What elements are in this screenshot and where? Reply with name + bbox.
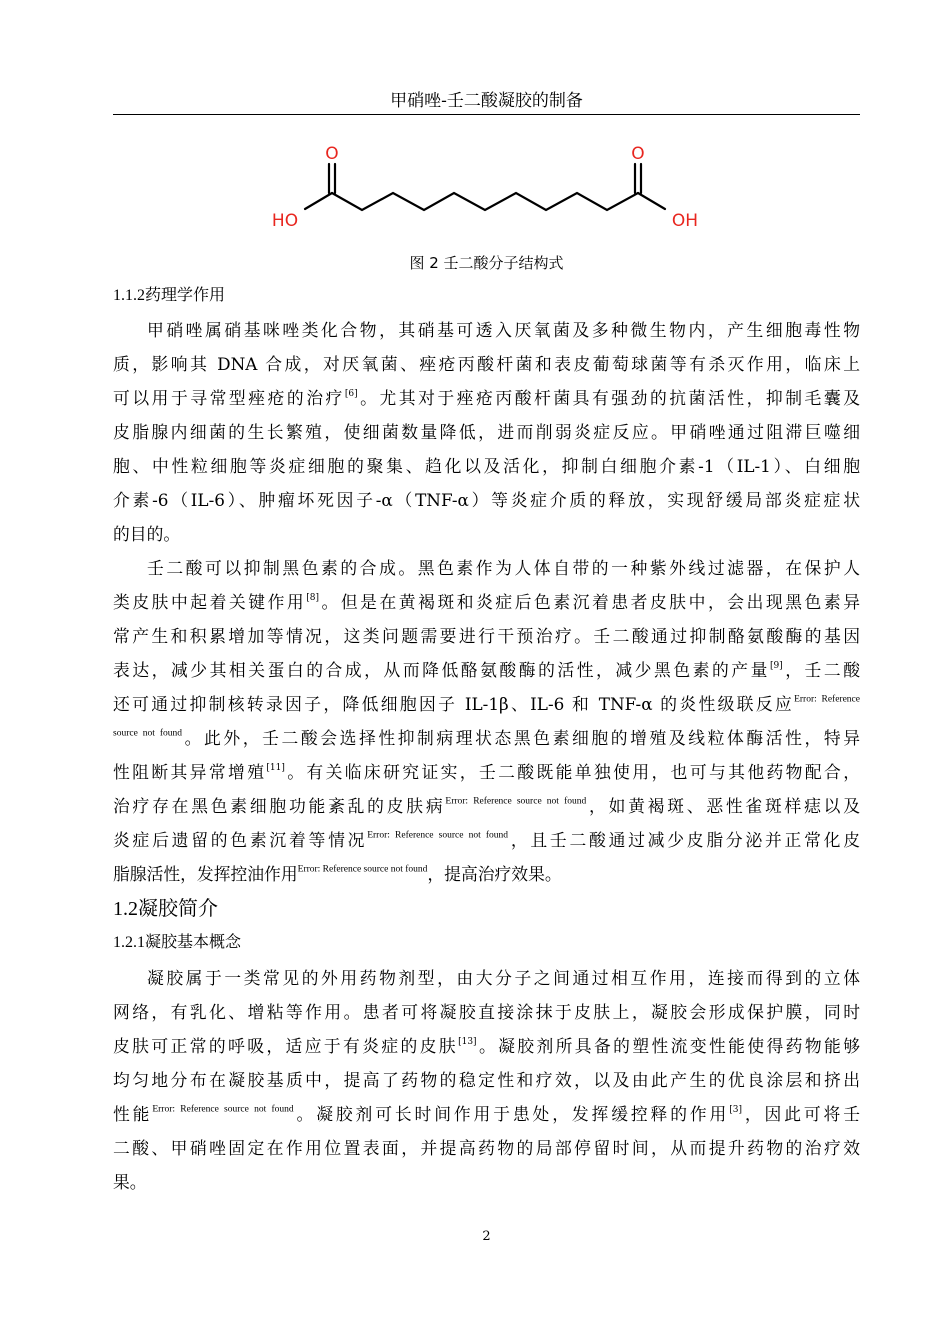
paragraph-metronidazole <box>113 313 860 551</box>
citation: [11] <box>266 762 285 773</box>
text-line: 果。 <box>113 1172 147 1192</box>
text-line: $^{source not found}$。此外，壬二酸会选择性抑制病理状态黑色素细胞的增殖及线粒体酶活性，特异 <box>113 728 860 748</box>
header-rule <box>113 114 860 115</box>
citation-error: source not found <box>113 728 183 739</box>
right-hydroxyl-label: OH <box>671 211 699 231</box>
citation-error: Error: Reference source not found <box>152 1104 294 1115</box>
text-line: 介素-6（IL-6）、肿瘤坏死因子-α（TNF-α）等炎症介质的释放，实现舒缓局部炎症症状 <box>113 490 860 510</box>
section-title: 凝胶简介 <box>138 896 218 920</box>
section-number: 1.1.2 <box>113 287 145 304</box>
text-line: 凝胶属于一类常见的外用药物剂型，由大分子之间通过相互作用，连接而得到的立体 <box>147 968 860 988</box>
azelaic-acid-structure <box>262 138 702 238</box>
citation: [13] <box>458 1036 477 1047</box>
running-header: 甲硝唑-壬二酸凝胶的制备 <box>390 91 583 111</box>
paragraph-azelaic-acid <box>113 551 860 891</box>
text-line: 的目的。 <box>113 524 181 544</box>
text-line: 甲硝唑属硝基咪唑类化合物，其硝基可透入厌氧菌及多种微生物内，产生细胞毒性物 <box>147 320 860 340</box>
text-line: 类皮肤中起着关键作用[8]。但是在黄褐斑和炎症后色素沉着患者皮肤中，会出现黑色素异 <box>113 592 860 612</box>
section-number: 1.2 <box>113 898 138 920</box>
left-carbonyl-oxygen: O <box>325 144 339 164</box>
section-title: 凝胶基本概念 <box>145 932 242 951</box>
text-line: 胞、中性粒细胞等炎症细胞的聚集、趋化以及活化，抑制白细胞介素-1（IL-1）、白细胞 <box>113 456 860 476</box>
text-line: 可以用于寻常型痤疮的治疗[6]。尤其对于痤疮丙酸杆菌具有强劲的抗菌活性，抑制毛囊及 <box>113 388 860 408</box>
section-number: 1.2.1 <box>113 934 145 951</box>
right-carbonyl-oxygen: O <box>631 144 645 164</box>
citation: [6] <box>344 388 358 399</box>
text-line: 皮脂腺内细菌的生长繁殖，使细菌数量降低，进而削弱炎症反应。甲硝唑通过阻滞巨噬细 <box>113 422 860 442</box>
text-line: 二酸、甲硝唑固定在作用位置表面，并提高药物的局部停留时间，从而提升药物的治疗效 <box>113 1138 860 1158</box>
text-line: 治疗存在黑色素细胞功能紊乱的皮肤病$^{Error: Reference source not found}$，如黄褐斑、恶性雀斑样痣以及 <box>113 796 860 816</box>
left-hydroxyl-label: HO <box>271 211 299 231</box>
section-heading-1-2 <box>113 895 218 922</box>
figure-caption: 图 2 壬二酸分子结构式 <box>409 254 564 272</box>
citation-error: Error: Reference source not found <box>367 830 509 841</box>
paragraph-gel-concept <box>113 961 860 1199</box>
text-line: 壬二酸可以抑制黑色素的合成。黑色素作为人体自带的一种紫外线过滤器，在保护人 <box>147 558 860 578</box>
citation-error: Error: Reference <box>794 694 860 705</box>
citation: [9] <box>769 660 783 671</box>
text-line: 还可通过抑制核转录因子，降低细胞因子 IL-1β、IL-6 和 TNF-α 的炎性级联反应$^{Error: Reference}$ <box>113 694 860 714</box>
text-line: 炎症后遗留的色素沉着等情况$^{Error: Reference source not found}$，且壬二酸通过减少皮脂分泌并正常化皮 <box>113 830 860 850</box>
text-line: 脂腺活性，发挥控油作用$^{Error: Reference source not found}$，提高治疗效果。 <box>113 864 562 884</box>
text-line: 网络，有乳化、增粘等作用。患者可将凝胶直接涂抹于皮肤上，凝胶会形成保护膜，同时 <box>113 1002 860 1022</box>
text-line: 质，影响其 DNA 合成，对厌氧菌、痤疮丙酸杆菌和表皮葡萄球菌等有杀灭作用，临床上 <box>113 354 860 374</box>
section-title: 药理学作用 <box>145 285 226 304</box>
text-line: 性阻断其异常增殖[11]。有关临床研究证实，壬二酸既能单独使用，也可与其他药物配合， <box>113 762 860 782</box>
text-line: 均匀地分布在凝胶基质中，提高了药物的稳定性和疗效，以及由此产生的优良涂层和挤出 <box>113 1070 860 1090</box>
section-heading-1-1-2 <box>113 284 225 307</box>
page-number: 2 <box>482 1229 491 1244</box>
text-line: 常产生和积累增加等情况，这类问题需要进行干预治疗。壬二酸通过抑制酪氨酸酶的基因 <box>113 626 860 646</box>
citation: [8] <box>306 592 319 603</box>
citation-error: Error: Reference source not found <box>445 796 587 807</box>
text-line: 表达，减少其相关蛋白的合成，从而降低酪氨酸酶的活性，减少黑色素的产量[9]，壬二酸 <box>113 660 860 680</box>
section-heading-1-2-1 <box>113 931 241 954</box>
right-hydroxyl-bond <box>638 193 665 209</box>
carbon-chain <box>332 193 638 210</box>
citation-error: Error: Reference source not found <box>297 864 428 875</box>
text-line: 皮肤可正常的呼吸，适应于有炎症的皮肤[13]。凝胶剂所具备的塑性流变性能使得药物能够 <box>113 1036 860 1056</box>
left-hydroxyl-bond <box>305 193 332 209</box>
text-line: 性能$^{Error: Reference source not found}$。凝胶剂可长时间作用于患处，发挥缓控释的作用[3]，因此可将壬 <box>113 1104 860 1124</box>
citation: [3] <box>729 1104 742 1115</box>
